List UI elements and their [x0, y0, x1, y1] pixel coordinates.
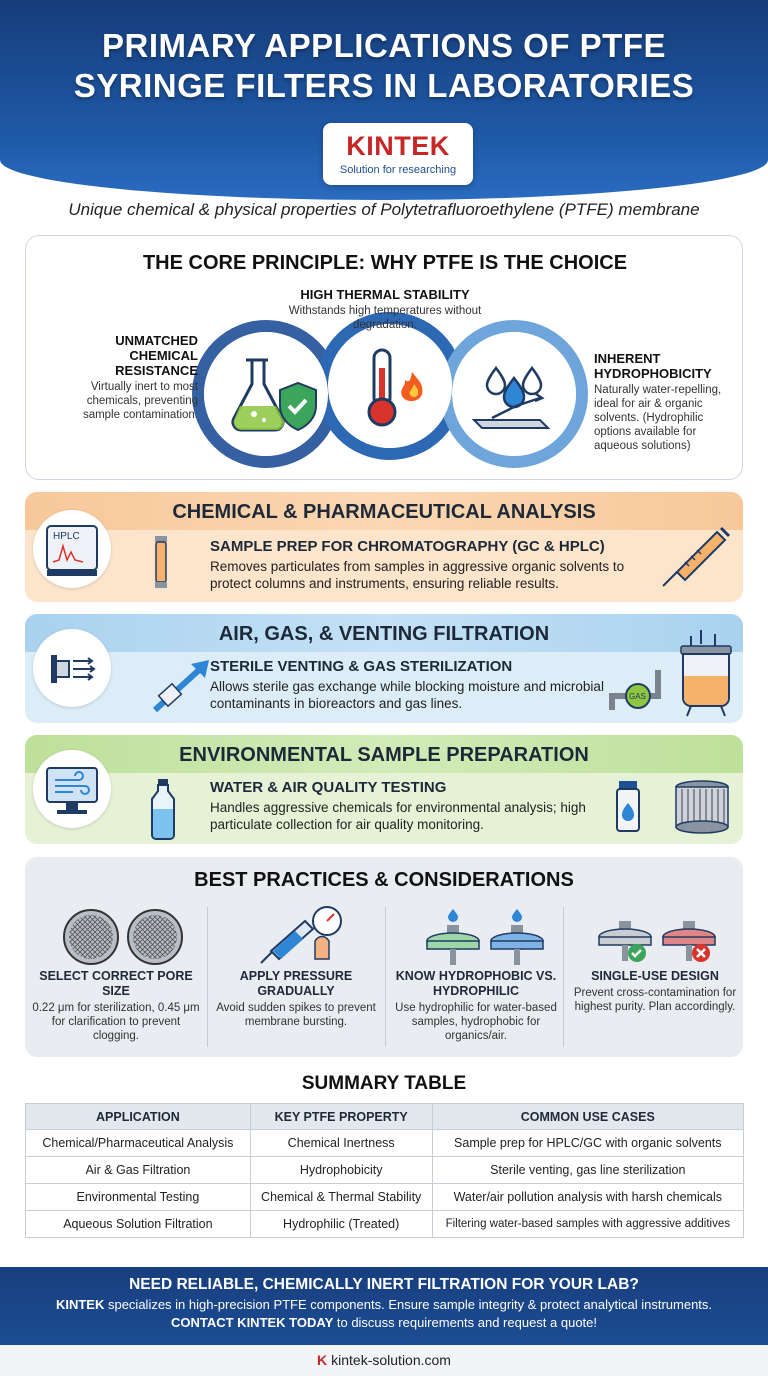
property-desc: Virtually inert to most chemicals, preventing sample contamination. — [82, 381, 198, 421]
practice-hydrophobic-hydrophilic — [391, 969, 561, 1043]
kintek-k-icon: K — [317, 1352, 328, 1368]
bioreactor-icon — [671, 626, 741, 721]
practice-desc: 0.22 μm for sterilization, 0.45 μm for clarification to prevent clogging. — [32, 1002, 200, 1042]
column-header: KEY PTFE PROPERTY — [250, 1104, 432, 1130]
section-desc: Removes particulates from samples in aggressive organic solvents to protect columns and instruments, ensuring reliable results. — [210, 559, 625, 591]
logo-tagline: Solution for researching — [339, 164, 457, 176]
property-title: UNMATCHED CHEMICAL RESISTANCE — [115, 333, 198, 378]
hplc-instrument-icon — [33, 510, 111, 588]
core-principle-panel — [25, 235, 743, 480]
practice-title: SELECT CORRECT PORE SIZE — [39, 969, 193, 998]
practice-desc: Prevent cross-contamination for highest purity. Plan accordingly. — [573, 987, 737, 1013]
table-cell: Chemical/Pharmaceutical Analysis — [26, 1130, 251, 1157]
table-cell: Aqueous Solution Filtration — [26, 1211, 251, 1238]
section-air-gas — [25, 614, 743, 723]
section-title: ENVIRONMENTAL SAMPLE PREPARATION — [179, 744, 589, 766]
hydrophobic-hydrophilic-filters-icon — [413, 903, 553, 969]
section-environmental — [25, 735, 743, 844]
summary-table — [25, 1103, 744, 1238]
practice-apply-pressure — [211, 969, 381, 1029]
monitor-air-icon — [33, 750, 111, 828]
practice-desc: Avoid sudden spikes to prevent membrane bursting. — [216, 1002, 376, 1028]
section-desc: Handles aggressive chemicals for environmental analysis; high particulate collection for air quality monitoring. — [210, 800, 586, 832]
section-subtitle: WATER & AIR QUALITY TESTING — [210, 779, 447, 796]
practice-single-use — [570, 969, 740, 1014]
table-cell: Environmental Testing — [26, 1184, 251, 1211]
vent-filter-icon — [33, 629, 111, 707]
table-header-row — [26, 1104, 744, 1130]
column-header: COMMON USE CASES — [432, 1104, 743, 1130]
hplc-label: HPLC — [53, 531, 80, 542]
property-desc: Withstands high temperatures without degradation. — [288, 305, 482, 331]
syringe-icon — [655, 522, 735, 592]
single-use-filters-icon — [585, 903, 725, 969]
table-cell: Sample prep for HPLC/GC with organic solvents — [432, 1130, 743, 1157]
table-cell: Air & Gas Filtration — [26, 1157, 251, 1184]
gas-label: GAS — [629, 692, 646, 701]
website-link[interactable]: kintek-solution.com — [331, 1352, 451, 1368]
property-chemical-resistance — [48, 333, 198, 422]
cta-line-2 — [0, 1315, 768, 1330]
cta-text: to discuss requirements and request a quote! — [333, 1315, 598, 1330]
table-cell: Chemical Inertness — [250, 1130, 432, 1157]
property-thermal-stability — [285, 287, 485, 332]
table-cell: Filtering water-based samples with aggressive additives — [432, 1211, 743, 1238]
section-title: CHEMICAL & PHARMACEUTICAL ANALYSIS — [172, 501, 596, 523]
logo-name: KINTEK — [346, 131, 450, 161]
section-subtitle: STERILE VENTING & GAS STERILIZATION — [210, 658, 513, 675]
divider — [385, 907, 386, 1047]
table-row — [26, 1130, 744, 1157]
contact-link[interactable]: CONTACT KINTEK TODAY — [170, 1315, 334, 1330]
section-desc: Allows sterile gas exchange while blocking moisture and microbial contaminants in bioreactors and gas lines. — [210, 679, 604, 711]
page-title-line2: SYRINGE FILTERS IN LABORATORIES — [73, 67, 695, 104]
water-bottle-icon — [147, 777, 179, 841]
practice-desc: Use hydrophilic for water-based samples, hydrophobic for organics/air. — [395, 1002, 557, 1042]
best-practices-title: BEST PRACTICES & CONSIDERATIONS — [194, 869, 574, 891]
best-practices-panel — [25, 857, 743, 1057]
page-title-line1: PRIMARY APPLICATIONS OF PTFE — [101, 27, 667, 64]
page-title — [0, 26, 768, 106]
table-cell: Sterile venting, gas line sterilization — [432, 1157, 743, 1184]
section-chemical-pharma — [25, 492, 743, 602]
thermometer-flame-icon — [328, 324, 452, 448]
cta-footer — [0, 1267, 768, 1345]
water-drops-icon — [452, 332, 576, 456]
column-header: APPLICATION — [26, 1104, 251, 1130]
table-row — [26, 1184, 744, 1211]
property-hydrophobicity — [594, 351, 739, 453]
property-title: HIGH THERMAL STABILITY — [300, 287, 470, 302]
sample-vial-icon — [613, 779, 643, 835]
cta-title: NEED RELIABLE, CHEMICALLY INERT FILTRATION FOR YOUR LAB? — [129, 1276, 639, 1293]
summary-table-title: SUMMARY TABLE — [301, 1073, 467, 1094]
practice-pore-size — [31, 969, 201, 1043]
property-desc: Naturally water-repelling, ideal for air & organic solvents. (Hydrophilic options available for aqueous solutions) — [594, 384, 722, 452]
membrane-discs-icon — [55, 907, 195, 967]
cta-text: specializes in high-precision PTFE components. Ensure sample integrity & protect analytical instruments. — [104, 1297, 713, 1312]
practice-title: APPLY PRESSURE GRADUALLY — [239, 969, 353, 998]
property-title: INHERENT HYDROPHOBICITY — [594, 351, 712, 381]
kintek-logo[interactable] — [323, 123, 473, 185]
website-bar — [0, 1345, 768, 1376]
table-cell: Hydrophilic (Treated) — [250, 1211, 432, 1238]
section-title: AIR, GAS, & VENTING FILTRATION — [218, 623, 550, 645]
chromatography-column-icon — [147, 534, 175, 590]
practice-title: SINGLE-USE DESIGN — [591, 969, 719, 983]
flask-shield-icon — [204, 332, 328, 456]
divider — [563, 907, 564, 1047]
gas-line-icon — [608, 666, 666, 718]
table-cell: Chemical & Thermal Stability — [250, 1184, 432, 1211]
page-subtitle: Unique chemical & physical properties of Polytetrafluoroethylene (PTFE) membrane — [68, 200, 700, 219]
table-row — [26, 1211, 744, 1238]
table-cell: Water/air pollution analysis with harsh chemicals — [432, 1184, 743, 1211]
cta-line-1 — [0, 1297, 768, 1312]
header-banner — [0, 0, 768, 200]
inline-filter-arrow-icon — [147, 656, 217, 718]
table-row — [26, 1157, 744, 1184]
section-subtitle: SAMPLE PREP FOR CHROMATOGRAPHY (GC & HPLC) — [210, 538, 605, 555]
syringe-pressure-icon — [257, 903, 347, 969]
table-cell: Hydrophobicity — [250, 1157, 432, 1184]
air-filter-cartridge-icon — [671, 779, 733, 835]
divider — [207, 907, 208, 1047]
practice-title: KNOW HYDROPHOBIC VS. HYDROPHILIC — [395, 969, 557, 998]
cta-brand: KINTEK — [55, 1297, 105, 1312]
core-principle-title: THE CORE PRINCIPLE: WHY PTFE IS THE CHOICE — [142, 252, 628, 274]
